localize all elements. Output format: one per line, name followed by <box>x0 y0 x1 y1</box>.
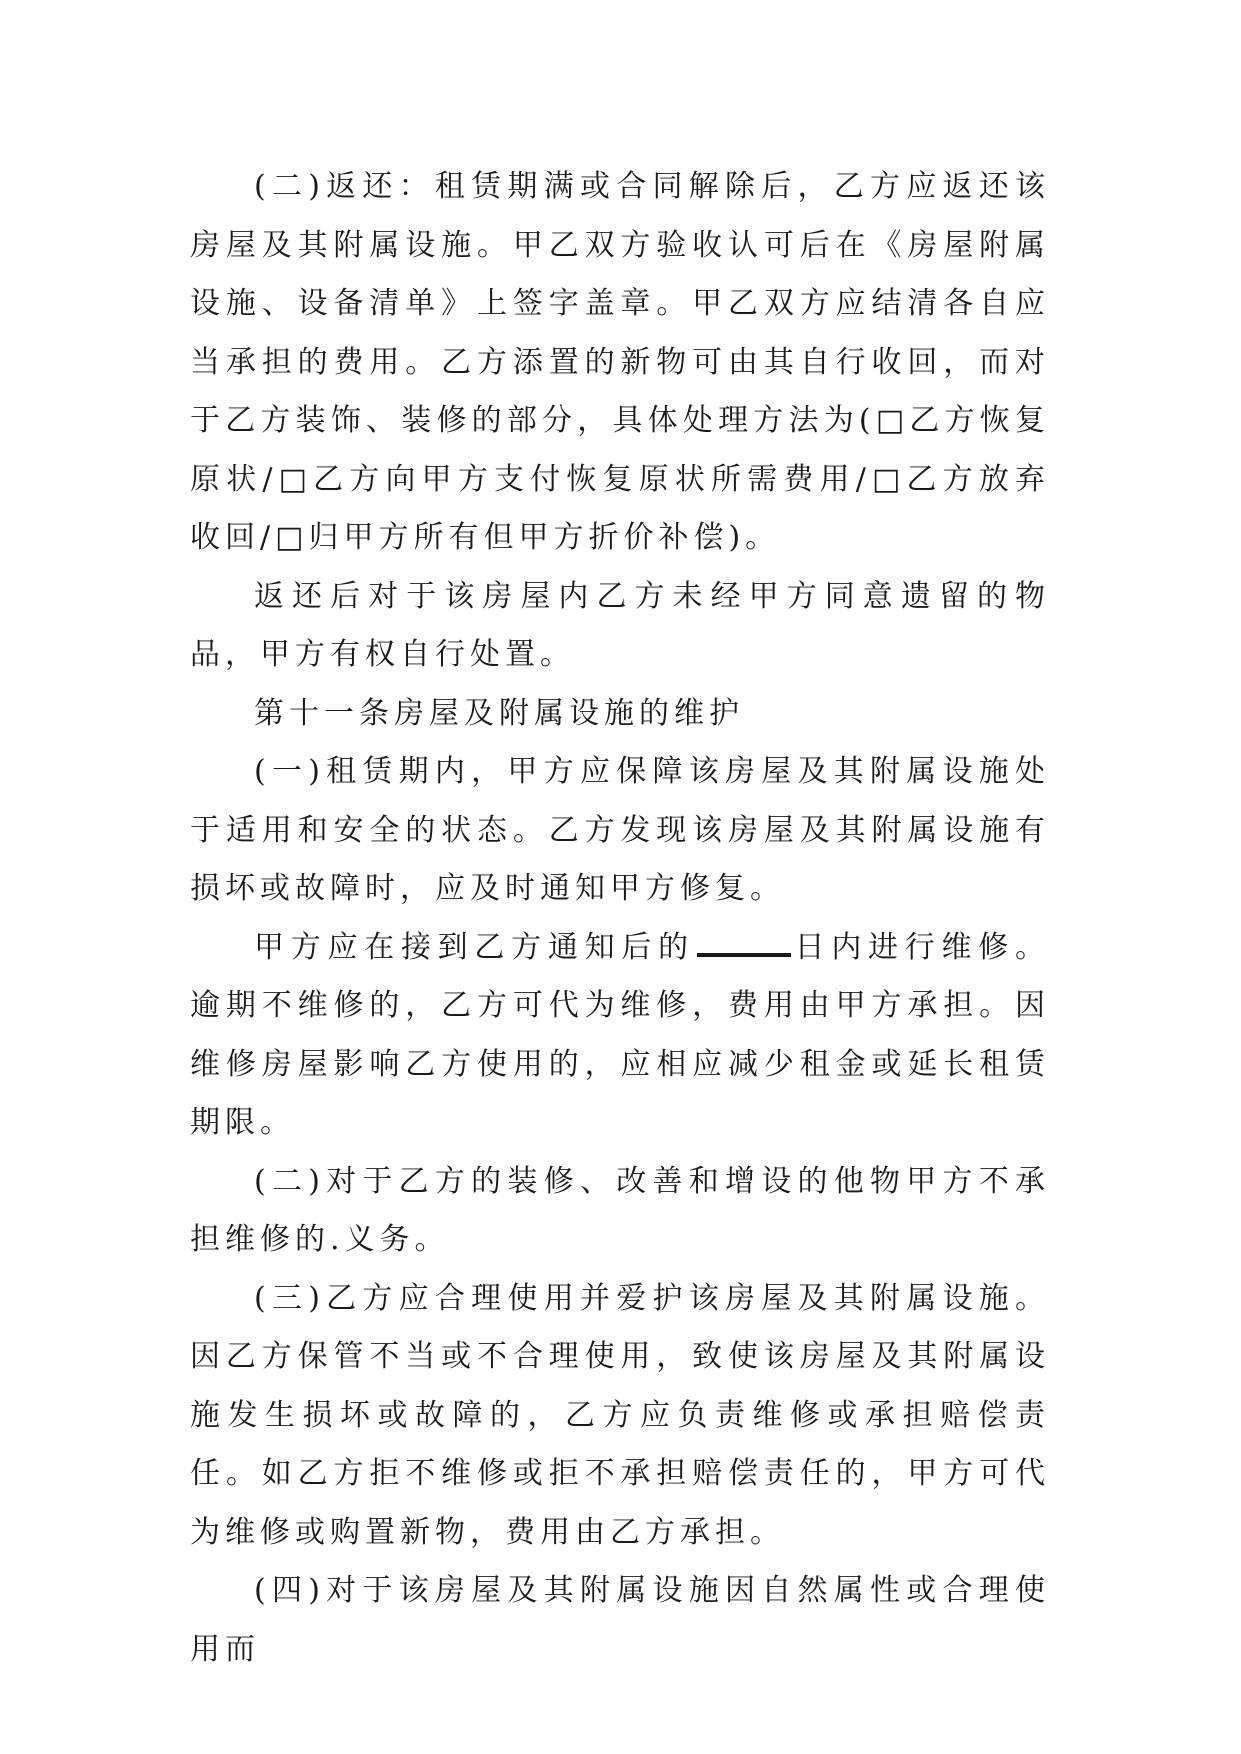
document-body <box>190 158 1050 1679</box>
paragraph-return-clause: (二)返还：租赁期满或合同解除后，乙方应返还该房屋及其附属设施。甲乙双方验收认可后在《房屋附属设施、设备清单》上签字盖章。甲乙双方应结清各自应当承担的费用。乙方添置的新物可由其自行收回，而对于乙方装饰、装修的部分，具体处理方法为(□乙方恢复原状/□乙方向甲方支付恢复原状所需费用/□乙方放弃收回/□归甲方所有但甲方折价补偿)。 <box>190 169 1050 555</box>
paragraph-maintenance-four: (四)对于该房屋及其附属设施因自然属性或合理使用而 <box>190 1573 1050 1667</box>
paragraph-maintenance-one: (一)租赁期内，甲方应保障该房屋及其附属设施处于适用和安全的状态。乙方发现该房屋及其附属设施有损坏或故障时，应及时通知甲方修复。 <box>190 754 1050 906</box>
paragraph-maintenance-two: (二)对于乙方的装修、改善和增设的他物甲方不承担维修的.义务。 <box>190 1163 1050 1257</box>
paragraph-left-items: 返还后对于该房屋内乙方未经甲方同意遗留的物品，甲方有权自行处置。 <box>190 578 1050 672</box>
repair-text-before: 甲方应在接到乙方通知后的 <box>254 929 695 965</box>
paragraph-repair-deadline <box>190 919 1050 1153</box>
repair-text-after: 日内进行维修。逾期不维修的，乙方可代为维修，费用由甲方承担。因维修房屋影响乙方使用的，应相应减少租金或延长租赁期限。 <box>190 929 1051 1140</box>
fill-in-blank-days <box>697 927 791 957</box>
article-eleven-heading: 第十一条房屋及附属设施的维护 <box>254 695 744 731</box>
paragraph-maintenance-three: (三)乙方应合理使用并爱护该房屋及其附属设施。因乙方保管不当或不合理使用，致使该房屋及其附属设施发生损坏或故障的，乙方应负责维修或承担赔偿责任。如乙方拒不维修或拒不承担赔偿责任的，甲方可代为维修或购置新物，费用由乙方承担。 <box>190 1280 1050 1550</box>
